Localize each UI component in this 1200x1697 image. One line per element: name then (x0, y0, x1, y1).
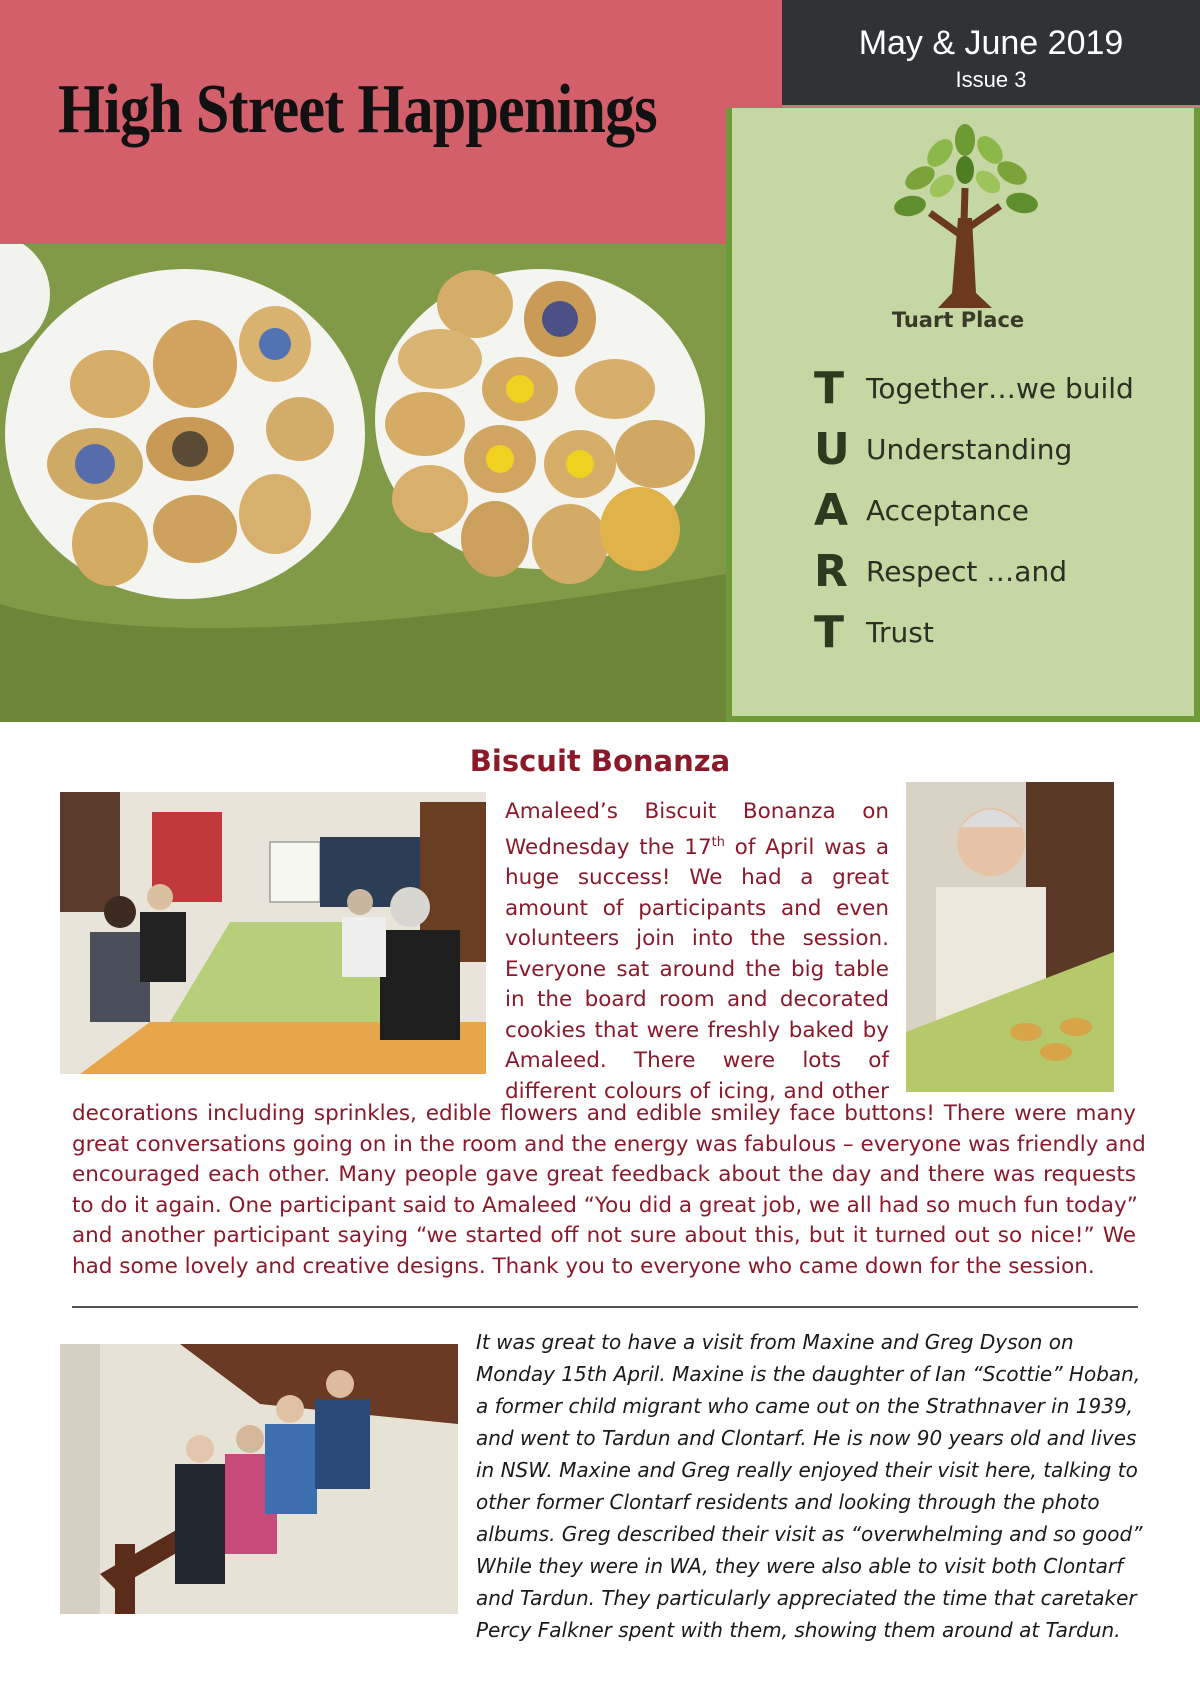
visit-line: and went to Tardun and Clontarf. He is now 90 years old and lives (476, 1426, 1137, 1450)
article-line: and another participant saying “we started off not sure about this, but it turned out so nice!” We (72, 1223, 1136, 1248)
article-line: Amaleed. There were lots of (505, 1048, 889, 1074)
article-line: Everyone sat around the big table (505, 956, 889, 982)
value-word: Together…we build (866, 372, 1134, 405)
article-column-text (505, 797, 889, 1107)
article-line: Wednesday the 17th of April was a (505, 834, 889, 860)
value-row (814, 358, 1134, 419)
article-line: decorations including sprinkles, edible flowers and edible smiley face buttons! There were many (72, 1101, 1136, 1126)
visit-line: and Tardun. They particularly appreciated the time that caretaker (476, 1586, 1137, 1610)
value-word: Acceptance (866, 494, 1029, 527)
article-line: in the board room and decorated (505, 987, 889, 1013)
tuart-tree-logo (880, 118, 1050, 318)
article-line: had some lovely and creative designs. Thank you to everyone who came down for the session. (72, 1253, 1095, 1279)
value-row (814, 419, 1134, 480)
values-list (814, 358, 1134, 663)
tuart-panel (726, 108, 1200, 722)
section-divider (72, 1306, 1138, 1308)
value-letter: R (814, 546, 848, 597)
newsletter-title: High Street Happenings (58, 71, 657, 148)
value-letter: T (814, 363, 845, 414)
article-line: to do it again. One participant said to Amaleed “You did a great job, we all had so much fun today” (72, 1192, 1138, 1218)
article-line: huge success! We had a great (505, 865, 889, 891)
issue-number: Issue 3 (955, 67, 1027, 92)
article-line: cookies that were freshly baked by (505, 1017, 889, 1043)
visit-line: Monday 15th April. Maxine is the daughter of Ian “Scottie” Hoban, (476, 1362, 1141, 1386)
article-line: amount of participants and even (505, 895, 889, 921)
photo-staircase-visitors (60, 1344, 458, 1614)
org-name: Tuart Place (891, 308, 1025, 332)
visit-line: other former Clontarf residents and looking through the photo (476, 1490, 1100, 1514)
value-letter: A (814, 485, 849, 536)
visit-line: in NSW. Maxine and Greg really enjoyed their visit here, talking to (476, 1458, 1138, 1482)
article-line: different colours of icing, and other (505, 1078, 889, 1104)
value-word: Trust (866, 616, 934, 649)
article-line: Amaleed’s Biscuit Bonanza on (505, 799, 889, 824)
masthead (0, 0, 782, 244)
hero-photo-biscuits (0, 244, 726, 722)
visit-line: It was great to have a visit from Maxine and Greg Dyson on (476, 1330, 1074, 1354)
visit-line: While they were in WA, they were also able to visit both Clontarf (476, 1554, 1124, 1578)
value-row (814, 602, 1134, 663)
value-word: Respect …and (866, 555, 1067, 588)
photo-board-room-group (60, 792, 486, 1074)
visit-text (476, 1326, 1148, 1646)
article-line: encouraged each other. Many people gave great feedback about the day and there was requests (72, 1162, 1136, 1187)
visit-line: albums. Greg described their visit as “overwhelming and so good” (476, 1522, 1143, 1546)
value-word: Understanding (866, 433, 1073, 466)
value-row (814, 480, 1134, 541)
article-line: volunteers join into the session. (505, 926, 889, 952)
value-letter: T (814, 607, 845, 658)
issue-box (782, 0, 1200, 108)
article-body-text (72, 1099, 1146, 1282)
issue-date: May & June 2019 (858, 24, 1124, 62)
value-letter: U (814, 424, 850, 475)
article-title: Biscuit Bonanza (469, 744, 731, 778)
article-line: great conversations going on in the room and the energy was fabulous – everyone was friendly and (72, 1131, 1146, 1157)
photo-participant (906, 782, 1114, 1092)
value-row (814, 541, 1134, 602)
visit-line: Percy Falkner spent with them, showing them around at Tardun. (476, 1618, 1121, 1642)
visit-line: a former child migrant who came out on the Strathnaver in 1939, (476, 1394, 1134, 1418)
